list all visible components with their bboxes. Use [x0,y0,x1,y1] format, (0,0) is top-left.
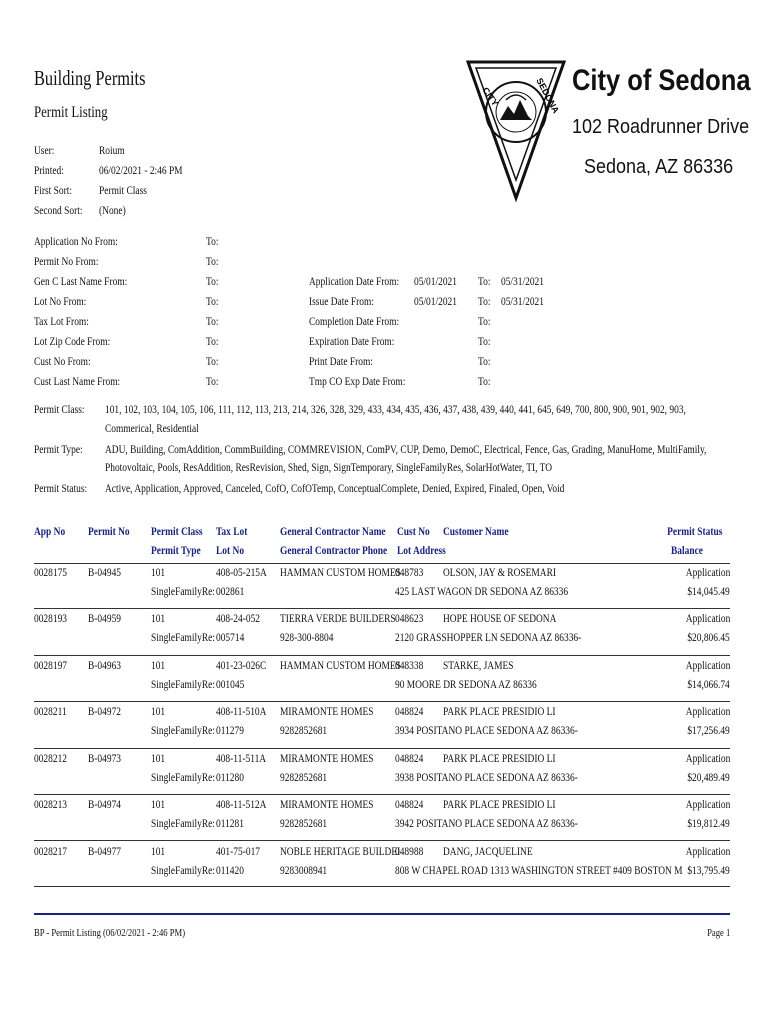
meta-label: Printed: [34,165,64,177]
column-header-cust-no: Cust No [397,526,430,538]
cell-balance: $14,066.74 [687,679,730,691]
row-divider [34,840,730,841]
filter-to: To: [206,316,219,328]
cell-permit-class: 101 [151,567,166,579]
cell-permit-status: Application [685,799,730,811]
header-rule [34,563,730,564]
column-header-tax-lot: Tax Lot [216,526,248,538]
filter-label: Completion Date From: [309,316,400,328]
filter-label: Issue Date From: [309,296,374,308]
permit-type-values-cont: Photovoltaic, Pools, ResAddition, ResRevision, Shed, Sign, SignTemporary, SingleFamilyRes, SolarHotWater, TI, TO [105,462,553,474]
cell-tax-lot: 408-05-215A [216,567,267,579]
footer-page-number: Page 1 [706,928,730,939]
column-header-permit-no: Permit No [88,526,130,538]
cell-lot-no: 011279 [216,725,244,737]
table-row[interactable] [0,799,770,845]
cell-app-no: 0028193 [34,613,68,625]
permit-status-values: Active, Application, Approved, Canceled, CofO, CofOTemp, ConceptualComplete, Denied, Expired, Finaled, Open, Void [105,483,565,495]
svg-text:CITY: CITY [480,85,501,108]
cell-cust-no: 048824 [395,753,424,765]
cell-lot-address: 3942 POSITANO PLACE SEDONA AZ 86336- [395,818,578,830]
cell-permit-status: Application [685,660,730,672]
filter-label: Lot Zip Code From: [34,336,111,348]
cell-cust-no: 048988 [395,846,424,858]
cell-balance: $13,795.49 [687,865,730,877]
city-logo [466,60,751,200]
cell-cust-no: 048783 [395,567,424,579]
row-divider [34,655,730,656]
column-header-gc-phone: General Contractor Phone [280,545,388,557]
logo-address-line1: 102 Roadrunner Drive [572,116,750,138]
cell-gc-name: MIRAMONTE HOMES [280,706,374,718]
cell-permit-no: B-04945 [88,567,122,579]
cell-gc-name: TIERRA VERDE BUILDERS [280,613,396,625]
filter-to: To: [478,316,491,328]
cell-permit-class: 101 [151,706,166,718]
filter-label: Cust Last Name From: [34,376,121,388]
cell-permit-type: SingleFamilyRe: [151,586,215,598]
cell-lot-no: 011280 [216,772,244,784]
cell-lot-no: 011420 [216,865,244,877]
filter-from-value: 05/01/2021 [414,296,457,308]
cell-balance: $14,045.49 [687,586,730,598]
cell-app-no: 0028175 [34,567,68,579]
cell-lot-address: 2120 GRASSHOPPER LN SEDONA AZ 86336- [395,632,582,644]
cell-tax-lot: 408-11-511A [216,753,267,765]
column-header-app-no: App No [34,526,66,538]
cell-tax-lot: 401-23-026C [216,660,267,672]
filter-label: Gen C Last Name From: [34,276,128,288]
filter-label: Permit No From: [34,256,99,268]
cell-customer-name: DANG, JACQUELINE [443,846,533,858]
permit-status-label: Permit Status: [34,483,88,495]
city-seal-icon [466,60,566,200]
cell-permit-type: SingleFamilyRe: [151,865,215,877]
cell-permit-no: B-04977 [88,846,122,858]
cell-customer-name: PARK PLACE PRESIDIO LI [443,706,556,718]
cell-lot-no: 001045 [216,679,245,691]
filter-to: To: [478,296,491,308]
filter-label: Tax Lot From: [34,316,89,328]
cell-gc-phone: 9282852681 [280,818,328,830]
cell-permit-status: Application [685,753,730,765]
cell-cust-no: 048824 [395,799,424,811]
cell-customer-name: PARK PLACE PRESIDIO LI [443,753,556,765]
logo-city-name: City of Sedona [572,64,751,97]
cell-permit-status: Application [685,567,730,579]
cell-app-no: 0028212 [34,753,68,765]
row-divider [34,608,730,609]
cell-gc-phone: 9282852681 [280,725,328,737]
cell-permit-status: Application [685,613,730,625]
cell-customer-name: STARKE, JAMES [443,660,514,672]
cell-balance: $20,489.49 [687,772,730,784]
filter-to: To: [206,236,219,248]
meta-label: First Sort: [34,185,73,197]
cell-gc-name: HAMMAN CUSTOM HOMES [280,660,401,672]
cell-app-no: 0028211 [34,706,67,718]
filter-to-value: 05/31/2021 [501,296,544,308]
cell-lot-address: 3934 POSITANO PLACE SEDONA AZ 86336- [395,725,578,737]
column-header-permit-type: Permit Type [151,545,201,557]
filter-to: To: [206,356,219,368]
row-divider [34,886,730,887]
cell-lot-address: 3938 POSITANO PLACE SEDONA AZ 86336- [395,772,578,784]
filter-to: To: [206,376,219,388]
filter-from-value: 05/01/2021 [414,276,457,288]
svg-text:SEDONA: SEDONA [534,76,562,115]
table-row[interactable] [0,706,770,752]
filter-to: To: [478,376,491,388]
filter-label: Expiration Date From: [309,336,395,348]
table-row[interactable] [0,567,770,613]
cell-lot-no: 002861 [216,586,245,598]
cell-app-no: 0028197 [34,660,68,672]
column-header-customer-name: Customer Name [443,526,509,538]
cell-permit-class: 101 [151,613,166,625]
permit-class-values: 101, 102, 103, 104, 105, 106, 111, 112, 113, 213, 214, 326, 328, 329, 433, 434, 435, 436, 437, 438, 439, 440, 441, 645, 649, 700, 800, 900, 901, 902, 903, [105,404,686,416]
cell-lot-no: 005714 [216,632,245,644]
report-title: Building Permits [34,66,146,90]
cell-gc-name: NOBLE HERITAGE BUILDEI [280,846,401,858]
cell-permit-class: 101 [151,799,166,811]
filter-to: To: [206,256,219,268]
row-divider [34,748,730,749]
column-header-balance: Balance [671,545,703,557]
cell-gc-phone: 9283008941 [280,865,328,877]
cell-lot-address: 90 MOORE DR SEDONA AZ 86336 [395,679,537,691]
meta-value: Roium [99,145,125,157]
cell-permit-type: SingleFamilyRe: [151,679,215,691]
filter-to: To: [478,336,491,348]
cell-cust-no: 048824 [395,706,424,718]
column-header-lot-no: Lot No [216,545,245,557]
cell-lot-address: 808 W CHAPEL ROAD 1313 WASHINGTON STREET #409 BOSTON M [395,865,683,877]
table-row[interactable] [0,613,770,659]
permit-type-values: ADU, Building, ComAddition, CommBuilding, COMMREVISION, ComPV, CUP, Demo, DemoC, Electrical, Fence, Gas, Grading, ManuHome, MultiFamily, [105,444,707,456]
cell-gc-phone: 9282852681 [280,772,328,784]
footer-report-name: BP - Permit Listing (06/02/2021 - 2:46 PM) [34,928,186,939]
filter-to: To: [478,356,491,368]
cell-app-no: 0028213 [34,799,68,811]
cell-tax-lot: 401-75-017 [216,846,261,858]
cell-customer-name: OLSON, JAY & ROSEMARI [443,567,557,579]
cell-gc-name: HAMMAN CUSTOM HOMES [280,567,401,579]
cell-permit-status: Application [685,846,730,858]
cell-permit-class: 101 [151,660,166,672]
filter-label: Application Date From: [309,276,400,288]
cell-permit-class: 101 [151,846,166,858]
filter-label: Application No From: [34,236,118,248]
cell-customer-name: PARK PLACE PRESIDIO LI [443,799,556,811]
cell-gc-name: MIRAMONTE HOMES [280,799,374,811]
filter-to: To: [206,296,219,308]
filter-label: Print Date From: [309,356,373,368]
cell-permit-no: B-04959 [88,613,122,625]
column-header-gc-name: General Contractor Name [280,526,386,538]
filter-label: Cust No From: [34,356,91,368]
filter-to-value: 05/31/2021 [501,276,544,288]
filter-to: To: [206,336,219,348]
cell-permit-type: SingleFamilyRe: [151,632,215,644]
logo-address-line2: Sedona, AZ 86336 [584,156,734,178]
meta-label: User: [34,145,55,157]
cell-balance: $17,256.49 [687,725,730,737]
cell-cust-no: 048623 [395,613,424,625]
cell-permit-no: B-04972 [88,706,122,718]
cell-lot-no: 011281 [216,818,244,830]
cell-balance: $19,812.49 [687,818,730,830]
filter-to: To: [206,276,219,288]
cell-permit-status: Application [685,706,730,718]
table-row[interactable] [0,753,770,799]
cell-permit-no: B-04974 [88,799,122,811]
row-divider [34,794,730,795]
filter-label: Lot No From: [34,296,87,308]
cell-cust-no: 048338 [395,660,424,672]
meta-value: (None) [99,205,126,217]
cell-permit-no: B-04963 [88,660,122,672]
cell-gc-phone: 928-300-8804 [280,632,334,644]
permit-class-values-cont: Commerical, Residential [105,423,199,435]
cell-balance: $20,806.45 [687,632,730,644]
column-header-permit-status: Permit Status [666,526,722,538]
permit-class-label: Permit Class: [34,404,85,416]
cell-permit-type: SingleFamilyRe: [151,818,215,830]
footer-rule [34,913,730,915]
cell-tax-lot: 408-11-512A [216,799,267,811]
cell-permit-class: 101 [151,753,166,765]
cell-permit-type: SingleFamilyRe: [151,772,215,784]
cell-lot-address: 425 LAST WAGON DR SEDONA AZ 86336 [395,586,569,598]
meta-value: 06/02/2021 - 2:46 PM [99,165,183,177]
column-header-lot-address: Lot Address [397,545,446,557]
table-row[interactable] [0,660,770,706]
cell-permit-type: SingleFamilyRe: [151,725,215,737]
column-header-permit-class: Permit Class [151,526,203,538]
meta-value: Permit Class [99,185,147,197]
filter-label: Tmp CO Exp Date From: [309,376,406,388]
row-divider [34,701,730,702]
permit-type-label: Permit Type: [34,444,83,456]
report-subtitle: Permit Listing [34,104,108,121]
cell-permit-no: B-04973 [88,753,122,765]
cell-tax-lot: 408-24-052 [216,613,261,625]
filter-to: To: [478,276,491,288]
cell-customer-name: HOPE HOUSE OF SEDONA [443,613,557,625]
cell-tax-lot: 408-11-510A [216,706,267,718]
cell-app-no: 0028217 [34,846,68,858]
meta-label: Second Sort: [34,205,83,217]
cell-gc-name: MIRAMONTE HOMES [280,753,374,765]
